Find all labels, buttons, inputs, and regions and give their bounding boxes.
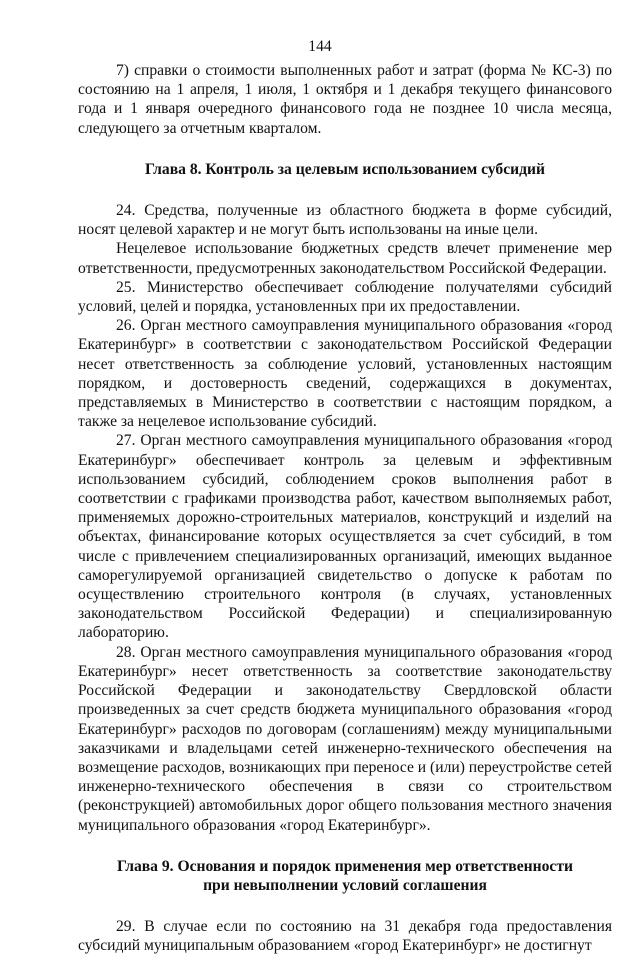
chapter-9-heading-line1: Глава 9. Основания и порядок применения мер ответственности: [117, 857, 573, 875]
chapter-8-heading: Глава 8. Контроль за целевым использованием субсидий: [145, 160, 545, 178]
paragraph-27: 27. Орган местного самоуправления муниципального образования «город Екатеринбург» обеспечивает контроль за целевым и эффективным использованием субсидий, соблюдением сроков выполнения работ в соответствии с графиками производства работ, качеством выполняемых работ, применяемых дорожно-строительных материалов, конструкций и изделий на объектах, финансирование которых осуществляется за счет субсидий, в том числе с привлечением специализированных организаций, имеющих выданное саморегулируемой организацией свидетельство о допуске к работам по осуществлению строительного контроля (в случаях, установленных законодательством Российской Федерации) и специализированную лабораторию.: [78, 432, 612, 642]
paragraph-24: 24. Средства, полученные из областного бюджета в форме субсидий, носят целевой характер и не могут быть использованы на иные цели.: [78, 202, 612, 239]
paragraph-26: 26. Орган местного самоуправления муниципального образования «город Екатеринбург» в соответствии с законодательством Российской Федерации несет ответственность за соблюдение условий, установленных настоящим порядком, и достоверность сведений, содержащихся в документах, представляемых в Министерство в соответствии с настоящим порядком, а также за нецелевое использование субсидий.: [78, 317, 612, 431]
paragraph-25: 25. Министерство обеспечивает соблюдение получателями субсидий условий, целей и порядка, установленных при их предоставлении.: [78, 278, 612, 316]
paragraph-28: 28. Орган местного самоуправления муниципального образования «город Екатеринбург» несет ответственность за соответствие законодательству Российской Федерации и законодательству Свердловской области произведенных за счет средств бюджета муниципального образования «город Екатеринбург» расходов по договорам (соглашениям) между муниципальными заказчиками и владельцами сетей инженерно-технического обеспечения на возмещение расходов, возникающих при переносе и (или) переустройстве сетей инженерно-технического обеспечения в связи со строительством (реконструкцией) автомобильных дорог общего пользования местного значения муниципального образования «город Екатеринбург».: [78, 643, 612, 834]
paragraph-item-7: 7) справки о стоимости выполненных работ и затрат (форма № КС-3) по состоянию на 1 апреля, 1 июля, 1 октября и 1 декабря текущего финансового года и 1 января очередного финансового года не позднее 10 числа месяца, следующего за отчетным кварталом.: [78, 62, 612, 137]
paragraph-24-continued: Нецелевое использование бюджетных средств влечет применение мер ответственности, предусмотренных законодательством Российской Федерации.: [78, 240, 612, 277]
document-body: [78, 61, 612, 956]
chapter-9-heading: [78, 857, 612, 895]
paragraph-29: 29. В случае если по состоянию на 31 декабря года предоставления субсидий муниципальным образованием «город Екатеринбург» не достигнут: [78, 918, 612, 955]
chapter-9-heading-line2: при невыполнении условий соглашения: [203, 876, 487, 894]
page-number: 144: [308, 38, 332, 55]
